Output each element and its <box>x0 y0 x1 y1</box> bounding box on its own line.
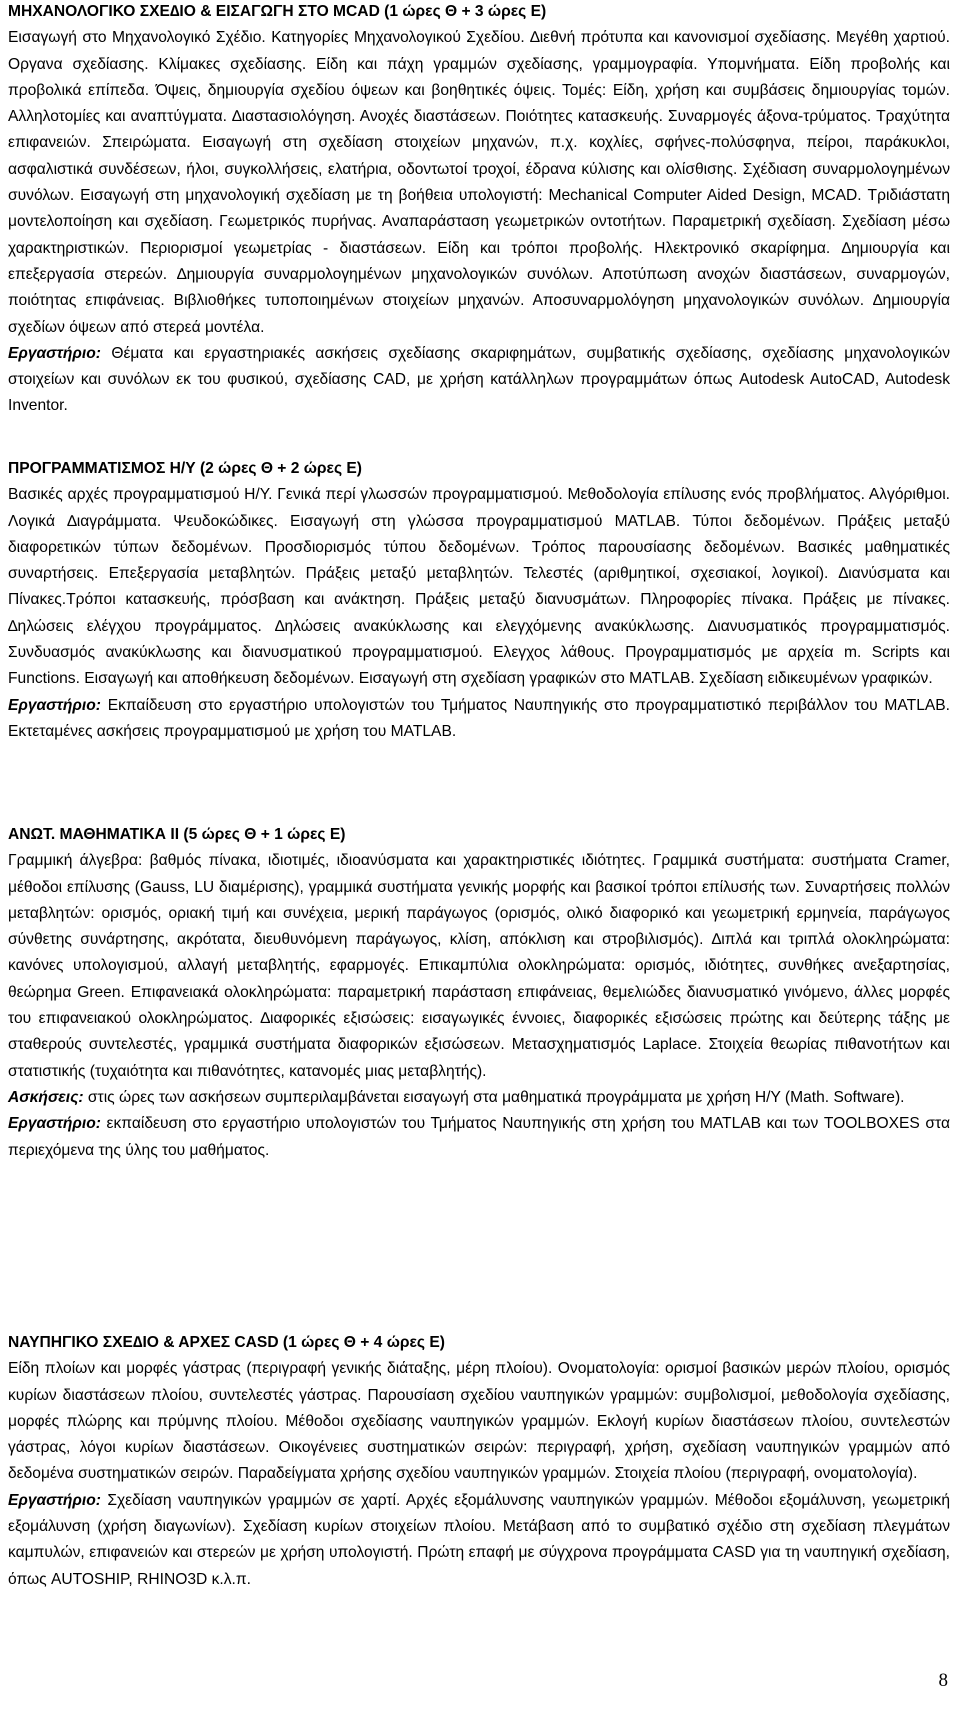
lab-label: Εργαστήριο: <box>8 344 101 362</box>
section-body: Γραμμική άλγεβρα: βαθμός πίνακα, ιδιοτιμές, ιδιοανύσματα και χαρακτηριστικές ιδιότητες. Γραμμικά συστήματα: συστήματα Cramer, μέθοδοι επίλυσης (Gauss, LU διαμέρισης), γραμμικά συστήματα γενικής μορφής και βασικοί τρόποι επίλυσής των. Συναρτήσεις πολλών μεταβλητών: ορισμός, οριακή τιμή και συνέχεια, μερική παράγωγος (ορισμός, ολικό διαφορικό και γεωμετρική ερμηνεία, παράγωγος σύνθετης συνάρτησης, ακρότατα, διευθυνόμενη παράγωγος, κλίση, απόκλιση και στροβιλισμός). ∆ιπλά και τριπλά ολοκληρώματα: κανόνες υπολογισμού, αλλαγή μεταβλητής, εφαρμογές. Επικαμπύλια ολοκληρώματα: ορισμός, ιδιότητες, συνθήκες ανεξαρτησίας, θεώρημα Green. Επιφανειακά ολοκληρώματα: παραμετρική παράσταση επιφάνειας, θεμελιώδες διανυσματικό γινόμενο, άλλες μορφές του επιφανειακού ολοκληρώματος. ∆ιαφορικές εξισώσεις: εισαγωγικές έννοιες, διαφορικές εξισώσεις πρώτης και δεύτερης τάξης με σταθερούς συντελεστές, γραμμικά συστήματα διαφορικών εξισώσεων. Μετασχηματισμός Laplace. Στοιχεία θεωρίας πιθανοτήτων και στατιστικής (τυχαιότητα και πιθανότητες, κατανομές μιας μεταβλητής). <box>8 852 950 1080</box>
section-heading: ΜΗΧΑΝΟΛΟΓΙΚΟ ΣΧΕ∆ΙΟ & ΕΙΣΑΓΩΓΗ ΣΤΟ MCAD (1 ώρες Θ + 3 ώρες Ε) <box>8 3 547 20</box>
lab-label: Εργαστήριο: <box>8 1115 101 1133</box>
exercises-text: στις ώρες των ασκήσεων συμπεριλαμβάνεται εισαγωγή στα μαθηματικά προγράμματα με χρήση Η/Υ (Math. Software). <box>83 1088 905 1106</box>
section-body: Βασικές αρχές προγραμματισμού Η/Υ. Γενικά περί γλωσσών προγραμματισμού. Μεθοδολογία επίλυσης ενός προβλήματος. Αλγόριθμοι. Λογικά ∆ιαγράμματα. Ψευδοκώδικες. Εισαγωγή στη γλώσσα προγραμματισμού MATLAB. Τύποι δεδομένων. Πράξεις μεταξύ διαφορετικών τύπων δεδομένων. Προσδιορισμός τύπου δεδομένων. Τρόπος παρουσίασης δεδομένων. Βασικές μαθηματικές συναρτήσεις. Επεξεργασία μεταβλητών. Πράξεις μεταξύ μεταβλητών. Τελεστές (αριθμητικοί, σχεσιακοί, λογικοί). ∆ιανύσματα και Πίνακες.Τρόποι κατασκευής, πρόσβαση και ανάκτηση. Πράξεις μεταξύ διανυσμάτων. Πληροφορίες πίνακα. Πράξεις με πίνακες. ∆ηλώσεις ελέγχου προγράμματος. ∆ηλώσεις ανακύκλωσης και ελεγχόμενης ανακύκλωσης. ∆ιανυσματικός προγραμματισμός. Συνδυασμός ανακύκλωσης και διανυσματικού προγραμματισμού. Ελεγχος λάθους. Προγραμματισμός με αρχεία m. Scripts και Functions. Εισαγωγή και αποθήκευση δεδομένων. Εισαγωγή στη σχεδίαση γραφικών στο MATLAB. Σχεδίαση ειδικευμένων γραφικών. <box>8 486 950 688</box>
section-heading: ΠΡΟΓΡΑΜΜΑΤΙΣΜΟΣ Η/Υ (2 ώρες Θ + 2 ώρες Ε) <box>8 460 362 477</box>
section-heading: ΑΝΩΤ. ΜΑΘΗΜΑΤΙΚΑ ΙΙ (5 ώρες Θ + 1 ώρες Ε) <box>8 826 346 843</box>
section-body: Εισαγωγή στο Μηχανολογικό Σχέδιο. Κατηγορίες Μηχανολογικού Σχεδίου. ∆ιεθνή πρότυπα και κανονισμοί σχεδίασης. Μεγέθη χαρτιού. Οργανα σχεδίασης. Κλίμακες σχεδίασης. Είδη και πάχη γραμμών σχεδίασης, γραμμογραφία. Υπομνήματα. Είδη προβολής και προβολικά επίπεδα. Όψεις, δημιουργία σχεδίου όψεων και βοηθητικές όψεις. Τομές: Είδη, χρήση και συμβάσεις δημιουργίας τομών. Αλληλοτομίες και αναπτύγματα. ∆ιαστασιολόγηση. Ανοχές διαστάσεων. Ποιότητες κατασκευής. Συναρμογές άξονα-τρύματος. Τραχύτητα επιφανειών. Σπειρώματα. Εισαγωγή στη σχεδίαση στοιχείων μηχανών, π.χ. κοχλίες, σφήνες-πολύσφηνα, πείροι, παράκυκλοι, ασφαλιστικά συνδέσεων, ήλοι, συγκολλήσεις, ελατήρια, οδοντωτοί τροχοί, έδρανα κύλισης και ολίσθισης. Σχέδιαση συναρμολογημένων συνόλων. Εισαγωγή στη μηχανολογική σχεδίαση με τη βοήθεια υπολογιστή: Mechanical Computer Aided Design, MCAD. Τριδιάστατη μοντελοποίηση και σχεδίαση. Γεωμετρικός πυρήνας. Αναπαράσταση γεωμετρικών οντοτήτων. Παραμετρική σχεδίαση. Σχεδίαση μέσω χαρακτηριστικών. Περιορισμοί γεωμετρίας - διαστάσεων. Είδη και τρόποι προβολής. Ηλεκτρονικό σκαρίφημα. ∆ημιουργία και επεξεργασία στερεών. ∆ημιουργία συναρμολογημένων μηχανολογικών συνόλων. Αποτύπωση ανοχών διαστάσεων, συναρμογών, ποιότητας επιφάνειας. Βιβλιοθήκες τυποποιημένων στοιχείων μηχανών. Αποσυναρμολόγηση μηχανολογικών συνόλων. ∆ημιουργία σχεδίων όψεων από στερεά μοντέλα. <box>8 29 950 336</box>
lab-text: εκπαίδευση στο εργαστήριο υπολογιστών του Τμήματος Ναυπηγικής στη χρήση του MATLAB και των TOOLBOXES στα περιεχόμενα της ύλης του μαθήματος. <box>8 1115 950 1159</box>
lab-text: Θέματα και εργαστηριακές ασκήσεις σχεδίασης σκαριφημάτων, συμβατικής σχεδίασης, σχεδίασης μηχανολογικών στοιχείων και συνόλων εκ του φυσικού, σχεδίασης CAD, με χρήση κατάλληλων προγραμμάτων όπως Autodesk AutoCAD, Autodesk Inventor. <box>8 344 950 415</box>
lab-label: Εργαστήριο: <box>8 1491 101 1509</box>
lab-text: Εκπαίδευση στο εργαστήριο υπολογιστών του Τμήματος Ναυπηγικής στο προγραμματιστικό περιβάλλον του MATLAB. Εκτεταμένες ασκήσεις προγραμματισμού με χρήση του MATLAB. <box>8 696 950 740</box>
lab-label: Εργαστήριο: <box>8 696 101 714</box>
page-number: 8 <box>938 1670 948 1691</box>
section-body: Είδη πλοίων και μορφές γάστρας (περιγραφή γενικής διάταξης, μέρη πλοίου). Ονοματολογία: ορισμοί βασικών μερών πλοίου, ορισμός κυρίων διαστάσεων πλοίου, συντελεστές γάστρας. Παρουσίαση σχεδίου ναυπηγικών γραμμών: συμβολισμοί, μεθοδολογία σχεδίασης, μορφές πλώρης και πρύμνης πλοίου. Μέθοδοι σχεδίασης ναυπηγικών γραμμών. Εκλογή κυρίων διαστάσεων πλοίου, συντελεστών γάστρας, λόγοι κυρίων διαστάσεων. Οικογένειες συστηματικών σειρών: περιγραφή, χρήση, σχεδίαση ναυπηγικών γραμμών από δεδομένα συστηματικών σειρών. Παραδείγματα χρήσης σχεδίου ναυπηγικών γραμμών. Στοιχεία πλοίου (περιγραφή, ονοματολογία). <box>8 1360 950 1483</box>
section-programming <box>8 456 950 745</box>
lab-text: Σχεδίαση ναυπηγικών γραμμών σε χαρτί. Αρχές εξομάλυνσης ναυπηγικών γραμμών. Μέθοδοι εξομάλυνση, γεωμετρική εξομάλυνση (χρήση διαγωνίων). Σχεδίαση κυρίων στοιχείων πλοίου. Μετάβαση από το συμβατικό σχέδιο στη σχεδίαση πλεγμάτων καμπυλών, επιφανειών και στερεών με χρήση υπολογιστή. Πρώτη επαφή με σύγχρονα προγράμματα CASD για τη ναυπηγική σχεδίαση, όπως AUTOSHIP, RHINO3D κ.λ.π. <box>8 1491 950 1588</box>
exercises-label: Ασκήσεις: <box>8 1088 84 1106</box>
section-naval-drawing <box>8 1330 950 1593</box>
section-math <box>8 822 950 1164</box>
section-mcad <box>8 0 950 420</box>
section-heading: ΝΑΥΠΗΓΙΚΟ ΣΧΕ∆ΙΟ & ΑΡΧΕΣ CASD (1 ώρες Θ + 4 ώρες Ε) <box>8 1334 445 1351</box>
